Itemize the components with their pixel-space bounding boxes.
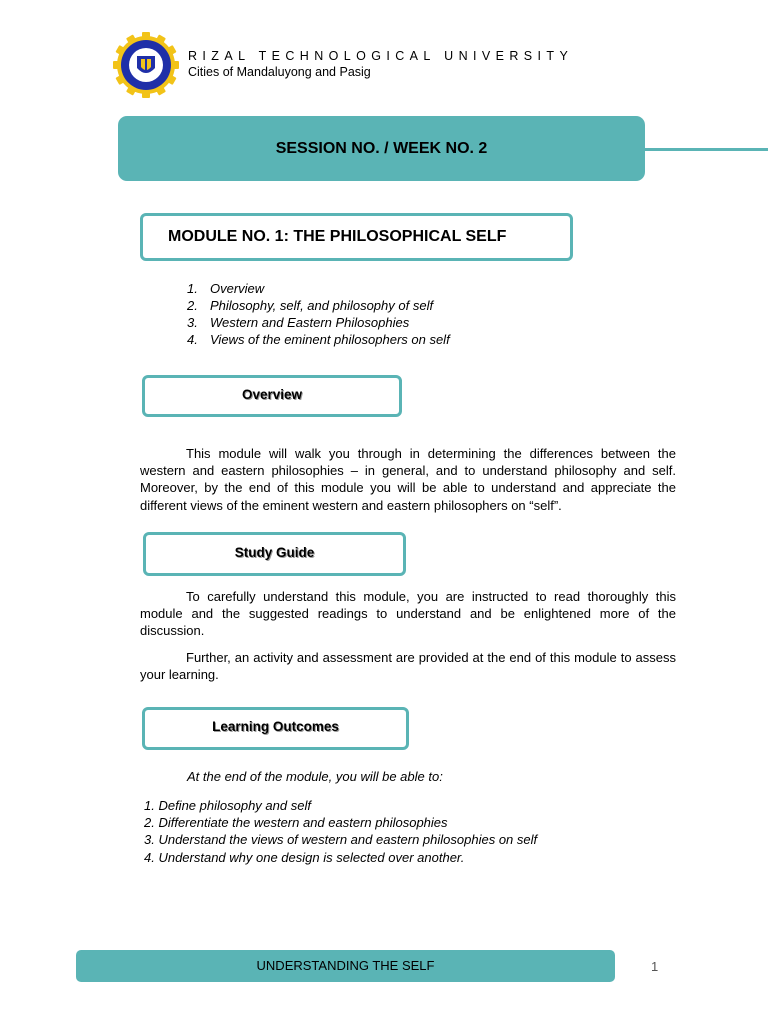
learning-outcomes-intro: At the end of the module, you will be able to: <box>187 769 443 784</box>
learning-outcomes-heading-box <box>142 707 409 750</box>
module-title-box <box>140 213 573 261</box>
learning-outcomes-heading: Learning Outcomes <box>212 719 339 734</box>
list-item: 2. Differentiate the western and eastern philosophies <box>144 815 448 831</box>
overview-heading-box <box>142 375 402 417</box>
university-location: Cities of Mandaluyong and Pasig <box>188 65 371 79</box>
list-item: 3. Western and Eastern Philosophies <box>187 315 410 330</box>
module-topics-list <box>187 280 450 348</box>
session-banner <box>118 116 645 181</box>
module-title: MODULE NO. 1: THE PHILOSOPHICAL SELF <box>168 228 507 245</box>
study-guide-paragraph-1: To carefully understand this module, you are instructed to read thoroughly this module and the suggested readings to understand and be enlightened more of the discussion. <box>140 589 676 639</box>
overview-heading: Overview <box>241 386 303 402</box>
study-guide-heading: Study Guide <box>234 544 315 560</box>
session-banner-line <box>645 148 768 151</box>
footer-course-bar <box>76 950 615 982</box>
list-item: 1. Define philosophy and self <box>144 798 311 813</box>
list-item: 3. Understand the views of western and eastern philosophies on self <box>144 832 538 848</box>
session-title: SESSION NO. / WEEK NO. 2 <box>275 139 488 157</box>
list-item: 4. Views of the eminent philosophers on self <box>187 332 450 347</box>
list-item: 2. Philosophy, self, and philosophy of self <box>187 298 434 313</box>
study-guide-heading-box <box>143 532 406 576</box>
list-item: 1. Overview <box>187 281 265 296</box>
university-name: RIZAL TECHNOLOGICAL UNIVERSITY <box>188 49 574 63</box>
overview-paragraph: This module will walk you through in determining the differences between the western and eastern philosophies – in general, and to understand philosophy and self. Moreover, by the end of this module you will be able to understand and appreciate the different views of the eminent western and eastern philosophers on “self”. <box>140 446 676 513</box>
footer-course-title: UNDERSTANDING THE SELF <box>256 957 435 973</box>
learning-outcomes-list <box>144 797 537 866</box>
list-item: 4. Understand why one design is selected over another. <box>144 849 465 865</box>
university-seal-logo <box>113 32 179 98</box>
page-number: 1 <box>651 959 659 974</box>
study-guide-paragraph-2: Further, an activity and assessment are provided at the end of this module to assess your learning. <box>140 650 676 683</box>
